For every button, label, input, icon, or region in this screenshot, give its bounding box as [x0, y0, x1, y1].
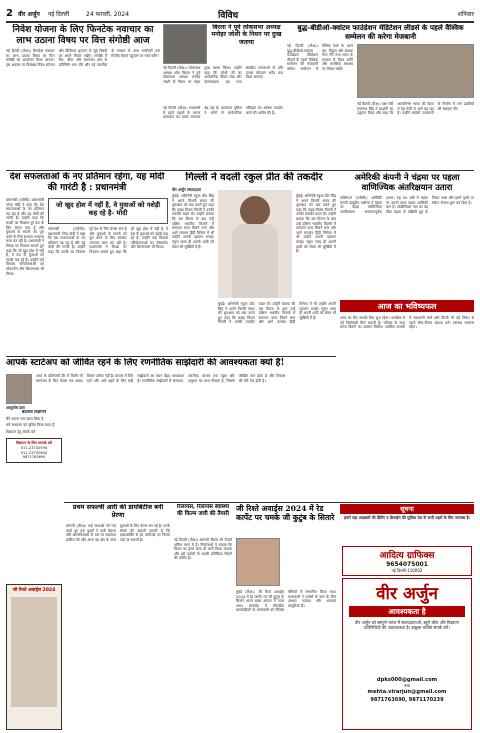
classified-contact-box — [6, 438, 62, 462]
veer-arjun-ad — [342, 578, 472, 730]
rakul-dress — [232, 224, 278, 298]
veer-arjun-phones: 9871763690, 9871170239 — [370, 697, 444, 703]
award-ad-title: जी रिश्ते अवार्ड्स 2024 — [12, 588, 56, 593]
veer-arjun-email: dpks000@gmail.com — [376, 677, 438, 683]
aditya-ad-sub: नई दिल्ली-110002 — [391, 568, 423, 573]
classified-line-3: विज्ञापन हेतु संपर्क करें — [6, 429, 36, 434]
rakul-body-left: मुंबई। अभिनेत्री रकुल प्रीत सिंह ने अपने फिल्मी सफर की शुरुआत को याद करते हुए कहा कि कन्नड़ फिल्म गिल्ली ने उनकी तकदीर बदल दी। उन्होंने बताया कि उस फिल्म के बाद उन्हें दक्षिण भारतीय फिल्मों में लगातार काम मिलने लगा और आगे चलकर हिंदी सिनेमा में भी उन्होंने अपनी पहचान बनाई। रकुल जल्द ही अपनी शादी को लेकर भी सुर्खियों में हैं। — [172, 194, 214, 249]
birla-article — [163, 24, 283, 104]
modi-subhead: जो खुद होश में नहीं है, वे युवाओं को नशेड़ी कह रहे है- मोदी — [55, 201, 161, 217]
veer-arjun-tagline: आवश्यकता है — [349, 606, 465, 617]
rakul-body-right: मुंबई। अभिनेत्री रकुल प्रीत सिंह ने अपने फिल्मी सफर की शुरुआत को याद करते हुए कहा कि कन्नड़ फिल्म गिल्ली ने उनकी तकदीर बदल दी। उन्होंने बताया कि उस फिल्म के बाद उन्हें दक्षिण भारतीय फिल्मों में लगातार काम मिलने लगा और आगे चलकर हिंदी सिनेमा में भी उन्होंने अपनी पहचान बनाई। रकुल जल्द ही अपनी शादी को लेकर भी सुर्खियों में हैं। — [296, 194, 336, 254]
birla-body-continued: नई दिल्ली (वीअ)। राजधानी में बढ़ते वाहनों के कारण यातायात का दबाव लगातार बढ़ रहा है। यातायात पुलिस ने लोगों से सार्वजनिक परिवहन का अधिक उपयोग करने की अपील की है। — [163, 106, 283, 120]
veer-arjun-logo: वीर अर्जुन — [376, 584, 438, 604]
birla-body: नई दिल्ली (वीअ)। लोकसभा अध्यक्ष ओम बिरला ने पूर्व लोकसभा अध्यक्ष मनोहर जोशी के निधन पर गहरा दुःख व्यक्त किया। उन्होंने कहा कि जोशी जी का सार्वजनिक जीवन लंबा और प्रेरणादायक रहा तथा संसदीय परंपराओं के प्रति उनका योगदान सदैव याद किया जाएगा। — [163, 66, 283, 84]
award-ad-image — [11, 597, 57, 707]
sarvar-body: सांगली (वीअ)। कई बाधाओं को पार करते हुए एक युवती ने कड़ी मेहनत और आत्मविश्वास के बल पर सफलता हासिल की और आज वह क्षेत्र के अन्य युवाओं के लिए प्रेरणा बन गई है। उनके संघर्ष की कहानी बताती है कि इच्छाशक्ति से हर कठिनाई पर विजय पाई जा सकती है। — [66, 524, 170, 542]
row2-rule — [6, 356, 336, 357]
meditation-article — [287, 24, 474, 168]
rakul-article — [172, 172, 336, 354]
rakul-byline: वीर अर्जुन संवाददाता — [172, 187, 201, 192]
paper-name: वीर अर्जुन — [18, 11, 40, 18]
film-article — [174, 504, 232, 730]
horoscope-box — [340, 300, 474, 500]
meditation-body-2: नई दिल्ली (वीअ)। रक्षा मंत्री राजनाथ सिंह ने प्रदर्शनी का उद्घाटन किया और कहा कि आत्मनिर्भर भारत की दिशा में देश तेजी से आगे बढ़ रहा है। उन्होंने स्वदेशी उपकरणों के निर्माण में लगे उद्यमियों की सराहना की। — [357, 102, 474, 116]
veer-arjun-body: वीर अर्जुन को सम्पूर्ण भारत में संवाददाताओं, ब्यूरो चीफ और विज्ञापन प्रतिनिधियों की आवश्यकता है। इच्छुक व्यक्ति संपर्क करें। — [355, 620, 459, 631]
aditya-ad-phone: 9654075001 — [386, 561, 428, 568]
classified-line-1: मैंने अपना नाम बदल लिया है — [6, 416, 44, 421]
awards-headline: जी रिश्ते अवार्ड्स 2024 में रेड कार्पेट पर चमके जी कुटुंब के सितारे — [236, 504, 335, 522]
startup-author: आशुतोष दास — [6, 405, 25, 410]
startup-headline: आपके स्टार्टअप को जीवित रहने के लिए रणनीतिक साझेदारी की आवश्यकता क्यों है! — [6, 358, 285, 368]
rakul-body-bottom: मुंबई। अभिनेत्री रकुल प्रीत सिंह ने अपने फिल्मी सफर की शुरुआत को याद करते हुए कहा कि कन्नड़ फिल्म गिल्ली ने उनकी तकदीर बदल दी। उन्होंने बताया कि उस फिल्म के बाद उन्हें दक्षिण भारतीय फिल्मों में लगातार काम मिलने लगा और आगे चलकर हिंदी सिनेमा में भी उन्होंने अपनी पहचान बनाई। रकुल जल्द ही अपनी शादी को लेकर भी सुर्खियों में हैं। — [218, 302, 336, 325]
meditation-body: नई दिल्ली (वीअ)। बुद्ध-बीडीओ-क्वांटम फाउंडेशन मेडिटेशन लीडर्स के पहले वैश्विक सम्मेलन की मेजबानी करेगा। सम्मेलन में विभिन्न देशों के ध्यान गुरु, विद्वान और साधक भाग लेंगे तथा ध्यान के माध्यम से विश्व शांति और मानसिक स्वास्थ्य पर विचार रखेंगे। — [287, 44, 353, 71]
film-body: नई दिल्ली (वीअ)। आगामी फिल्म की तैयारी अंतिम चरण में है। निर्माताओं ने बताया कि फिल्म का ट्रेलर जल्द ही जारी किया जाएगा और इसे दर्शकों से अच्छी प्रतिक्रिया मिलने की उम्मीद है। — [174, 538, 232, 561]
rakul-headline: गिल्ली ने वदली रकुल प्रीत की तकदीर — [185, 172, 323, 183]
award-ad — [6, 584, 62, 730]
birla-photo — [163, 24, 207, 64]
row1-rule — [6, 170, 474, 171]
veer-arjun-or: तथा — [404, 683, 410, 688]
modi-article — [6, 172, 168, 354]
aditya-ad — [342, 546, 472, 576]
meditation-headline: बुद्ध-बीडीओ-क्वांटम फाउंडेशन मेडिटेशन लीडर्स के पहले वैश्विक सम्मेलन की करेगा मेजबानी — [297, 24, 464, 41]
fintech-body: नई दिल्ली (वीअ)। फिनटेक नवाचार का लाभ उठाना विषय पर वित्त संगोष्ठी का आयोजन किया जाएगा। इस अवसर पर विशेषज्ञ निवेश योजना और डिजिटल भुगतान से जुड़े विषयों पर अपने विचार रखेंगे। संगोष्ठी में बैंक, बीमा और स्टार्टअप क्षेत्र के प्रतिनिधि भाग लेंगे और नई तकनीक के माध्यम से आम नागरिकों तक वित्तीय सेवाएं पहुंचाने पर चर्चा करेंगे। — [6, 49, 160, 67]
notice-title: सूचना — [340, 504, 474, 514]
classified-line-2: सर्व साधारण को सूचित किया जाता है — [6, 423, 55, 428]
modi-body-col2: वाराणसी (एजेंसी)। प्रधानमंत्री नरेन्द्र मोदी ने कहा कि देश सफलताओं के नए प्रतिमान गढ़ रहा है और यह मोदी की गारंटी है। उन्होंने कहा कि काशी का विकास पूरे देश के लिए प्रेरणा बना है और युवाओं के सपनों को पूरा करने के लिए सरकार लगातार काम कर रही है। प्रधानमंत्री ने विपक्ष पर निशाना साधते हुए कहा कि जो खुद होश में नहीं हैं, वे देश के युवाओं को नशेड़ी कह रहे हैं। उन्होंने कई विकास परियोजनाओं का लोकार्पण और शिलान्यास भी किया। — [48, 227, 168, 254]
classified-phone-2: 011-23750644 — [20, 450, 48, 455]
startup-body: आज के प्रतिस्पर्धी दौर में किसी भी स्टार्टअप के लिए केवल एक अच्छा विचार पर्याप्त नहीं है। बाजार में टिके रहने और आगे बढ़ने के लिए सही साझेदारों का चयन बेहद आवश्यक है। रणनीतिक साझेदारी से संसाधन, तकनीक, बाजार तक पहुंच और अनुभव का लाभ मिलता है, जिससे जोखिम कम होता है और विकास की गति तेज होती है। — [36, 374, 286, 383]
awards-body: मुंबई (वीअ)। जी रिश्ते अवार्ड्स 2024 में रेड कार्पेट पर जी कुटुंब के सितारे अपने खास अंदाज में नजर आए। समारोह में लोकप्रिय धारावाहिकों के कलाकारों को विभिन्न श्रेणियों में सम्मानित किया गया। कलाकारों ने दर्शकों के प्यार के लिए आभार जताया और शानदार प्रस्तुतियां दीं। — [236, 590, 336, 613]
meditation-photo-1 — [357, 44, 474, 98]
row3-rule — [64, 502, 474, 503]
aditya-ad-title: आदित्य ग्राफिक्स — [379, 551, 435, 561]
masthead — [6, 8, 474, 21]
classified-heading: बदलाव विज्ञापन — [21, 410, 47, 414]
awards-article — [236, 504, 336, 730]
masthead-date: 24 फरवरी, 2024 — [86, 11, 130, 18]
film-headline: रिलायंस, रिलायंस स्वास्थ्य की फिल्म जारी की तैयारी — [176, 504, 230, 517]
modi-body-col1: वाराणसी (एजेंसी)। प्रधानमंत्री नरेन्द्र मोदी ने कहा कि देश सफलताओं के नए प्रतिमान गढ़ रहा है और यह मोदी की गारंटी है। उन्होंने कहा कि काशी का विकास पूरे देश के लिए प्रेरणा बना है और युवाओं के सपनों को पूरा करने के लिए सरकार लगातार काम कर रही है। प्रधानमंत्री ने विपक्ष पर निशाना साधते हुए कहा कि जो खुद होश में नहीं हैं, वे देश के युवाओं को नशेड़ी कह रहे हैं। उन्होंने कई विकास परियोजनाओं का लोकार्पण और शिलान्यास भी किया। — [6, 198, 44, 276]
author-photo — [6, 374, 32, 404]
birla-headline: बिरला ने पूर्व लोकसभा अध्यक्ष मनोहर जोशी के निधन पर दुःख जताया — [211, 24, 282, 46]
notice-body: हमारे यहां अखबारों की प्रिंटिंग व डिजाईन की सुविधा देश के सभी शहरों के लिए उपलब्ध है। — [344, 515, 470, 520]
awards-photo — [236, 538, 280, 586]
masthead-day: शनिवार — [457, 11, 474, 18]
modi-subhead-box — [48, 198, 168, 224]
classified-column — [6, 410, 62, 580]
masthead-city: नई दिल्ली — [48, 11, 70, 18]
horoscope-body: आज का दिन आपके लिए शुभ रहेगा। कार्यक्षेत्र में नई जिम्मेदारी मिल सकती है। परिवार के साथ समय बिताने का अवसर मिलेगा। आर्थिक मामलों में सावधानी बरतें और किसी भी बड़े निवेश से पहले सोच-विचार अवश्य करें। स्वास्थ्य सामान्य रहेगा। — [340, 316, 474, 330]
birla-body-2 — [163, 106, 283, 168]
fintech-article — [6, 24, 160, 168]
rakul-figure — [240, 196, 270, 226]
fintech-headline: निवेश योजना के लिए फिनटेक नवाचार का लाभ उठाना विषय पर वित्त संगोष्ठी आज — [12, 24, 154, 46]
classified-phone-3: 9871763690 — [22, 455, 46, 460]
moon-headline: अमेरिकी कंपनी ने चंद्रमा पर पहला वाणिज्यिक अंतरिक्षयान उतारा — [354, 172, 460, 192]
section-title: विविध — [218, 11, 239, 21]
moon-body: वाशिंगटन (एजेंसी)। अमेरिकी कंपनी इंट्यूटिव मशीन्स ने चंद्रमा पर पहला वाणिज्यिक अंतरिक्षयान सफलतापूर्वक उतारा। यह 50 वर्षों में चंद्रमा पर उतरने वाला पहला अमेरिकी यान है। ओडीसियस नाम का यह लैंडर चंद्रमा के दक्षिणी ध्रुव के निकट उतरा और इसने पृथ्वी पर संकेत भेजना शुरू कर दिया है। — [340, 196, 474, 214]
sarvar-headline: प्रथम सफल्त्री आरी की डायबिटीज बनी प्रेरणा — [72, 504, 164, 519]
masthead-rule — [6, 21, 474, 23]
modi-headline: देश सफलताओं के नए प्रतिमान रहेगा, यह मोदी की गारंटी है : प्रधानमंत्री — [9, 172, 165, 193]
sarvar-article — [66, 504, 170, 730]
veer-arjun-email-2: mehta.virarjun@gmail.com — [367, 689, 447, 695]
classified-phone-1: 011-23730594 — [20, 445, 48, 450]
horoscope-title: आज का भविष्यफल — [340, 300, 474, 312]
page-number: 2 — [6, 8, 13, 19]
notice-box — [340, 504, 474, 544]
rakul-photo — [218, 190, 292, 298]
classified-contact-title: विज्ञापन के लिए सम्पर्क करें — [16, 441, 52, 446]
moon-article — [340, 172, 474, 298]
